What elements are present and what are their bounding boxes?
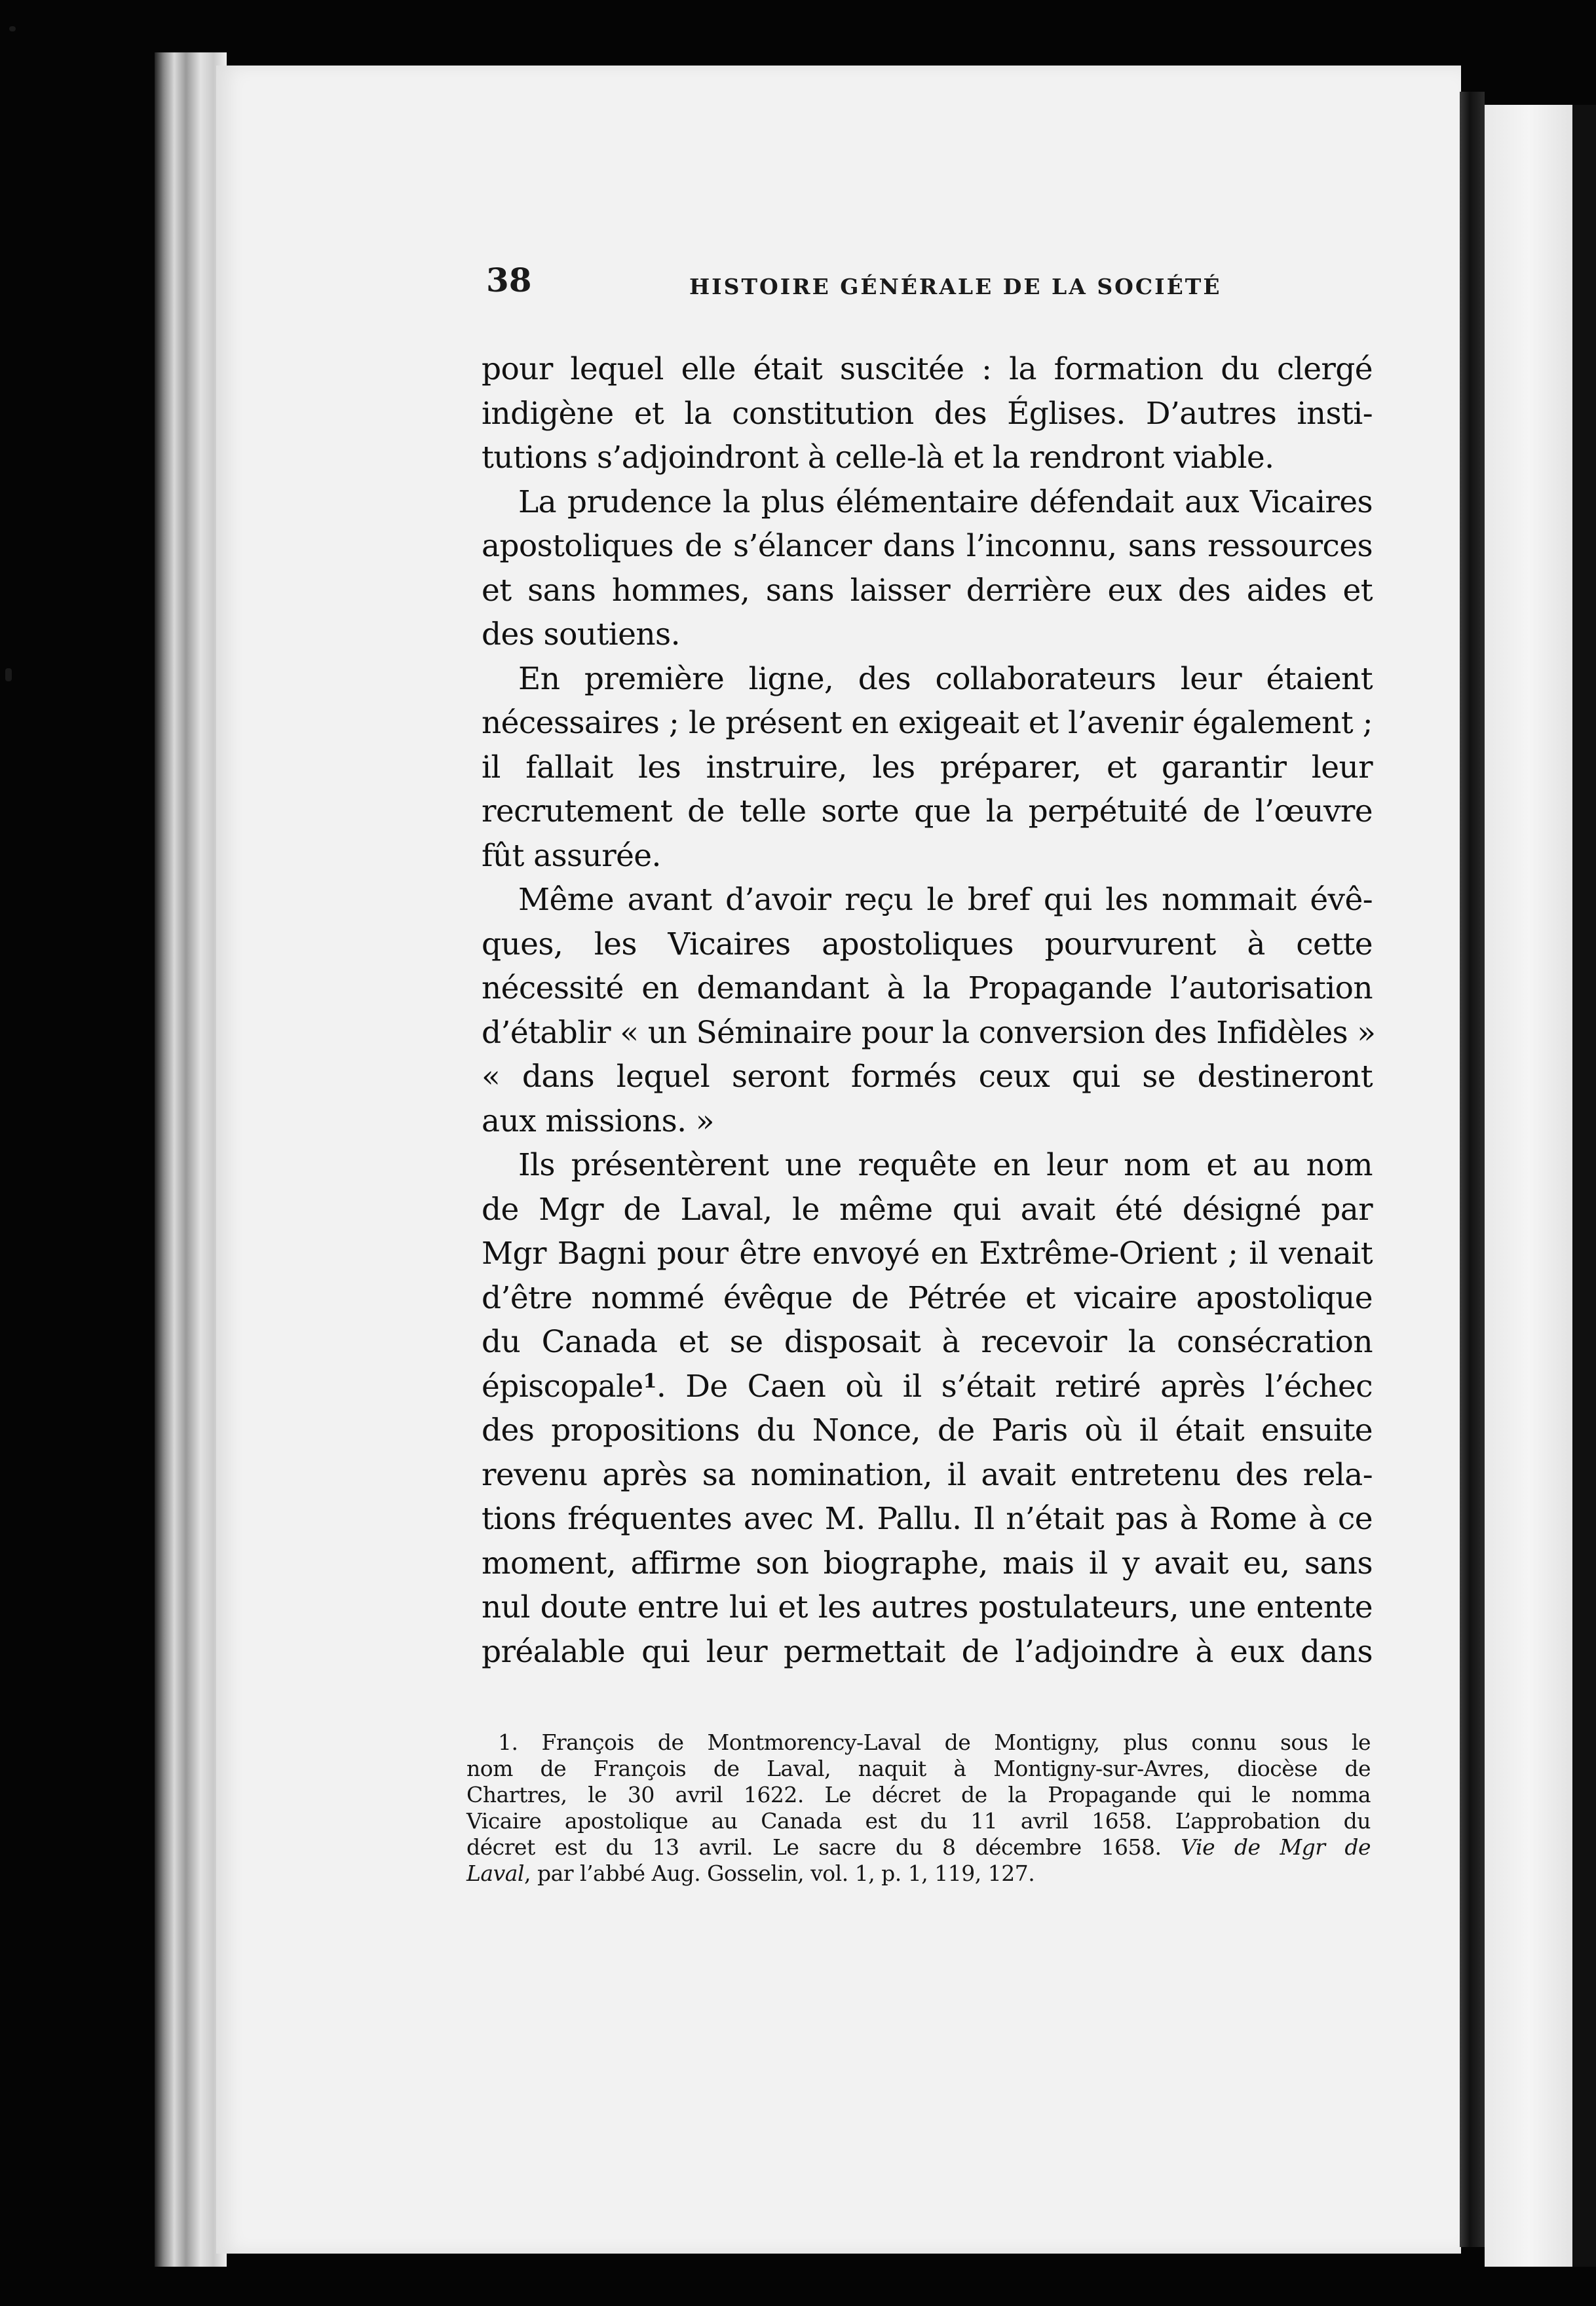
text-line: aux missions. »: [482, 1103, 714, 1139]
text-line: des soutiens.: [482, 616, 680, 652]
scan-speck: [9, 26, 16, 31]
text-line-with-footnote: [482, 1365, 1373, 1409]
text-line: d’être nommé évêque de Pétrée et vicaire apostolique: [482, 1279, 1373, 1316]
text-line: La prudence la plus élémentaire défendait aux Vicaires: [518, 483, 1373, 520]
text-line: moment, affirme son biographe, mais il y avait eu, sans: [482, 1545, 1373, 1581]
text-line: indigène et la constitution des Églises. D’autres insti-: [482, 395, 1373, 432]
text-line: « dans lequel seront formés ceux qui se destineront: [482, 1059, 1373, 1095]
footnote-fragment: , par l’abbé Aug. Gosselin, vol. 1, p. 1, 119, 127.: [523, 1861, 1035, 1886]
text-line: nécessité en demandant à la Propagande l’autorisation: [482, 970, 1373, 1006]
text-line: revenu après sa nomination, il avait entretenu des rela-: [482, 1456, 1373, 1493]
text-line: d’établir « un Séminaire pour la conversion des Infidèles »: [482, 1014, 1376, 1051]
text-line: Ils présentèrent une requête en leur nom et au nom: [518, 1147, 1373, 1183]
footnote-line: Chartres, le 30 avril 1622. Le décret de la Propagande qui le nomma: [466, 1782, 1371, 1807]
text-line: Mgr Bagni pour être envoyé en Extrême-Orient ; il venait: [482, 1236, 1373, 1272]
text-line: tutions s’adjoindront à celle-là et la rendront viable.: [482, 440, 1274, 476]
text-line: de Mgr de Laval, le même qui avait été désigné par: [482, 1191, 1373, 1228]
running-head: [486, 261, 1371, 313]
footnote-line: nom de François de Laval, naquit à Montigny-sur-Avres, diocèse de: [466, 1756, 1371, 1781]
footnote-fragment: décret est du 13 avril. Le sacre du 8 décembre 1658.: [466, 1834, 1162, 1860]
footnote-line: Vicaire apostolique au Canada est du 11 avril 1658. L’approbation du: [466, 1808, 1371, 1834]
text-line: nécessaires ; le présent en exigeait et l’avenir également ;: [482, 705, 1373, 741]
text-line: apostoliques de s’élancer dans l’inconnu, sans ressources: [482, 528, 1373, 564]
text-line: des propositions du Nonce, de Paris où il était ensuite: [482, 1412, 1373, 1448]
footnote-book-title: Vie de Mgr de: [1181, 1834, 1371, 1860]
text-fragment: épiscopale: [482, 1368, 643, 1405]
running-title: HISTOIRE GÉNÉRALE DE LA SOCIÉTÉ: [689, 274, 1222, 299]
footnote-book-title: Laval: [466, 1861, 524, 1886]
text-line: il fallait les instruire, les préparer, et garantir leur: [482, 749, 1373, 785]
text-line: recrutement de telle sorte que la perpétuité de l’œuvre: [482, 793, 1373, 829]
scan-speck: [5, 668, 12, 681]
text-line: ques, les Vicaires apostoliques pourvurent à cette: [482, 926, 1373, 962]
scan-border-right: [1572, 105, 1596, 2267]
text-line: préalable qui leur permettait de l’adjoindre à eux dans: [482, 1633, 1373, 1670]
text-line: fût assurée.: [482, 837, 661, 874]
page-number: 38: [486, 261, 532, 299]
text-line: En première ligne, des collaborateurs leur étaient: [518, 660, 1373, 697]
text-line: du Canada et se disposait à recevoir la consécration: [482, 1324, 1373, 1360]
text-line: tions fréquentes avec M. Pallu. Il n’était pas à Rome à ce: [482, 1501, 1373, 1537]
text-line: nul doute entre lui et les autres postulateurs, une entente: [482, 1589, 1373, 1625]
footnote: [466, 1730, 1371, 1887]
text-line: et sans hommes, sans laisser derrière eux des aides et: [482, 572, 1373, 609]
text-fragment: . De Caen où il s’était retiré après l’échec: [656, 1368, 1373, 1405]
book-binding-gutter: [1460, 92, 1485, 2247]
text-line: pour lequel elle était suscitée : la formation du clergé: [482, 351, 1373, 387]
footnote-line: 1. François de Montmorency-Laval de Montigny, plus connu sous le: [498, 1730, 1371, 1755]
footnote-reference: 1: [643, 1369, 656, 1393]
text-line: Même avant d’avoir reçu le bref qui les nommait évê-: [518, 882, 1373, 918]
footnote-line: [466, 1861, 1371, 1887]
footnote-line: [466, 1834, 1371, 1861]
body-text: [482, 347, 1376, 1674]
